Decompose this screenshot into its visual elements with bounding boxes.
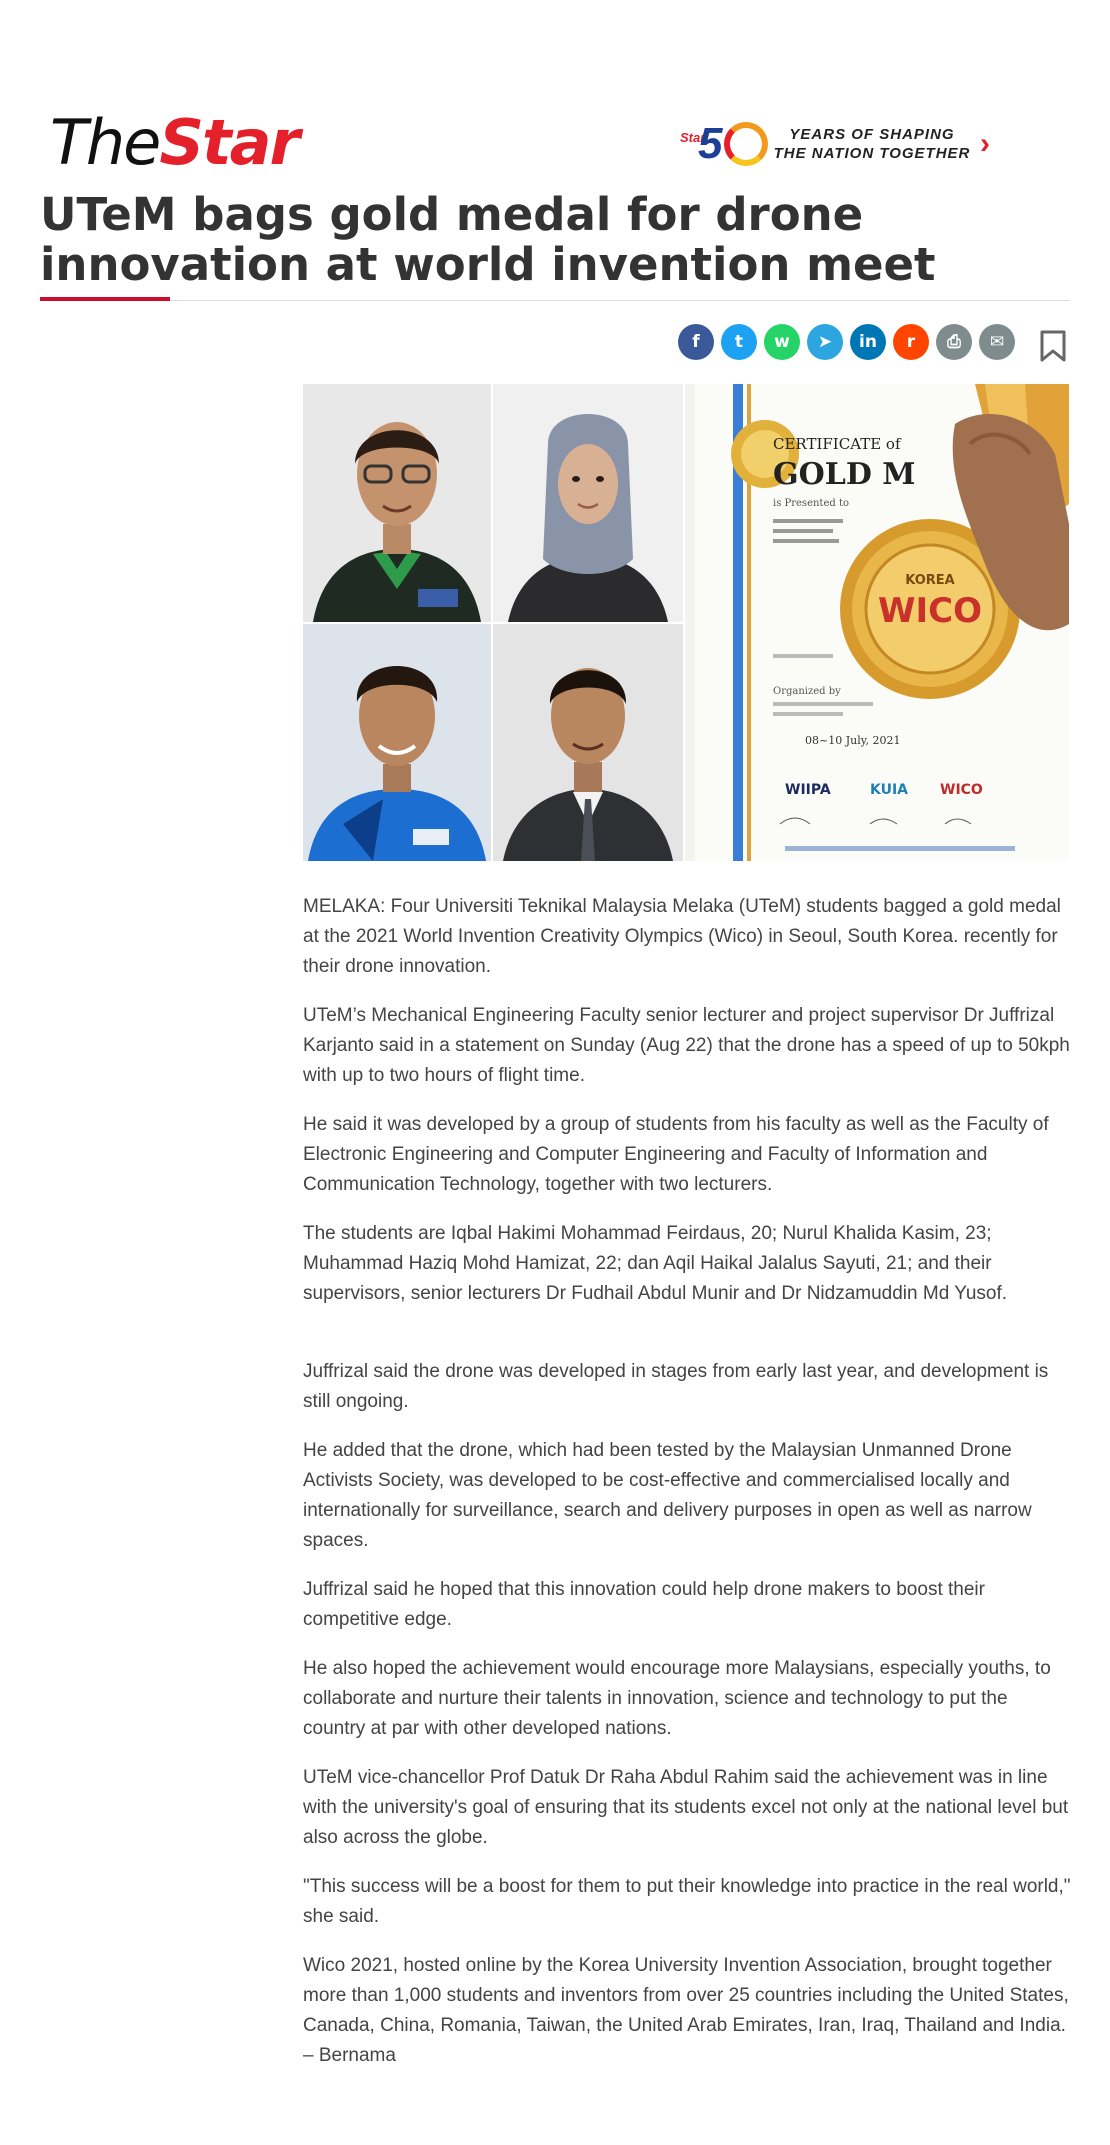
svg-text:08~10 July, 2021: 08~10 July, 2021 [805, 734, 901, 747]
student-portrait-2 [493, 384, 683, 622]
anniversary-banner[interactable] [680, 118, 990, 170]
reddit-icon[interactable]: r [893, 324, 929, 360]
article-paragraph: Juffrizal said he hoped that this innovation could help drone makers to boost their competitive edge. [303, 1579, 985, 1630]
svg-text:Organized by: Organized by [773, 686, 841, 697]
bookmark-icon[interactable] [1040, 330, 1066, 362]
linkedin-icon[interactable]: in [850, 324, 886, 360]
article-paragraph: Juffrizal said the drone was developed in stages from early last year, and development is still ongoing. [303, 1361, 1049, 1412]
svg-text:CERTIFICATE of: CERTIFICATE of [773, 435, 901, 453]
svg-text:WICO: WICO [940, 782, 983, 798]
anniversary-50-mark: Star 5 [680, 118, 772, 170]
student-portrait-3 [303, 624, 491, 861]
article-paragraph: He added that the drone, which had been tested by the Malaysian Unmanned Drone Activists Society, was developed to be cost-effective and commercialised locally and internationally for surveillance, search and delivery purposes in open as well as narrow spaces. [303, 1440, 1032, 1551]
article-paragraph: The students are Iqbal Hakimi Mohammad Feirdaus, 20; Nurul Khalida Kasim, 23; Muhammad Haziq Mohd Hamizat, 22; dan Aqil Haikal Jalalus Sayuti, 21; and their supervisors, senior lecturers Dr Fudhail Abdul Munir and Dr Nidzamuddin Md Yusof. [303, 1223, 1008, 1304]
article-paragraph: UTeM’s Mechanical Engineering Faculty senior lecturer and project supervisor Dr Juffrizal Karjanto said in a statement on Sunday (Aug 22) that the drone has a speed of up to 50kph with up to two hours of flight time. [303, 1005, 1070, 1086]
anniversary-text: YEARS OF SHAPING THE NATION TOGETHER [773, 126, 971, 162]
print-icon[interactable]: ⎙ [936, 324, 972, 360]
facebook-icon[interactable]: f [678, 324, 714, 360]
article-paragraph: MELAKA: Four Universiti Teknikal Malaysia Melaka (UTeM) students bagged a gold medal at the 2021 World Invention Creativity Olympics (Wico) in Seoul, South Korea. recently for their drone innovation. [303, 896, 1061, 977]
svg-text:is Presented to: is Presented to [773, 498, 849, 509]
article-photo [303, 384, 1069, 861]
gold-medal-certificate-photo [685, 384, 1069, 861]
svg-text:KUIA: KUIA [870, 782, 909, 798]
svg-text:KOREA: KOREA [905, 573, 955, 588]
article-paragraph: Wico 2021, hosted online by the Korea University Invention Association, brought together more than 1,000 students and inventors from over 25 countries including the United States, Canada, China, Romania, Taiwan, the United Arab Emirates, Iran, Iraq, Thailand and India. – Bernama [303, 1955, 1069, 2066]
svg-text:GOLD M: GOLD M [773, 457, 916, 492]
article-paragraph: He also hoped the achievement would encourage more Malaysians, especially youths, to collaborate and nurture their talents in innovation, science and technology to put the country at par with other developed nations. [303, 1658, 1051, 1739]
student-portrait-4 [493, 624, 683, 861]
article-paragraph: UTeM vice-chancellor Prof Datuk Dr Raha Abdul Rahim said the achievement was in line with the university's goal of ensuring that its students excel not only at the national level but also across the globe. [303, 1767, 1069, 1848]
svg-text:WICO: WICO [877, 591, 983, 631]
thestar-logo[interactable]: TheStar [50, 106, 299, 179]
title-divider [40, 300, 1070, 301]
twitter-icon[interactable]: t [721, 324, 757, 360]
student-portrait-1 [303, 384, 491, 622]
email-icon[interactable]: ✉ [979, 324, 1015, 360]
title-accent-bar [40, 297, 170, 301]
article-paragraph: He said it was developed by a group of students from his faculty as well as the Faculty of Electronic Engineering and Computer Engineering and Faculty of Information and Communication Technology, together with two lecturers. [303, 1114, 1049, 1195]
article-title: UTeM bags gold medal for drone innovation at world invention meet [40, 188, 936, 291]
svg-text:WIIPA: WIIPA [785, 782, 831, 798]
article-body [303, 892, 1073, 2090]
telegram-icon[interactable]: ➤ [807, 324, 843, 360]
chevron-right-icon[interactable]: › [980, 127, 990, 160]
article-paragraph: "This success will be a boost for them to put their knowledge into practice in the real world," she said. [303, 1876, 1071, 1927]
share-bar [678, 324, 1015, 360]
site-header [0, 0, 1110, 190]
whatsapp-icon[interactable]: w [764, 324, 800, 360]
